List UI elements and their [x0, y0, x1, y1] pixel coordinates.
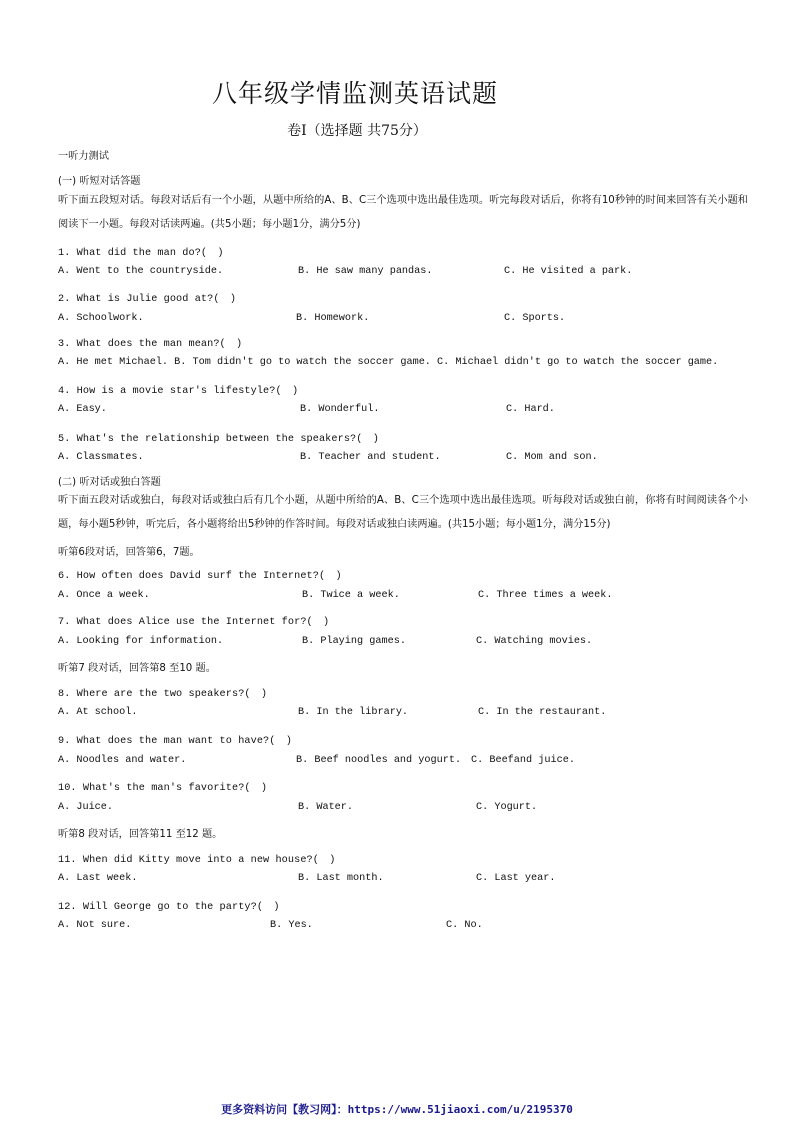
- options-3: [58, 357, 758, 371]
- option-c: C. Three times a week.: [478, 590, 613, 601]
- option-b: B. Homework.: [296, 313, 370, 324]
- question-4: 4. How is a movie star's lifestyle?( ): [58, 386, 299, 397]
- part1-instructions: 听下面五段短对话。每段对话后有一个小题，从题中所给的A、B、C三个选项中选出最佳选项。听完每段对话后，你将有10秒钟的时间来回答有关小题和阅读下一小题。每段对话读两遍。(共5小题；每小题1分，满分5分): [58, 195, 748, 230]
- option-c: C. Mom and son.: [506, 452, 598, 463]
- footer-link[interactable]: 更多资料访问【教习网】：https://www.51jiaoxi.com/u/2195370: [221, 1103, 573, 1116]
- option-b: B. Playing games.: [302, 636, 406, 647]
- option-c: C. Watching movies.: [476, 636, 593, 647]
- question-12: 12. Will George go to the party?( ): [58, 902, 280, 913]
- option-c: C. Hard.: [506, 404, 555, 415]
- option-c: C. No.: [446, 920, 483, 931]
- option-c: C. He visited a park.: [504, 266, 633, 277]
- option-b: B. In the library.: [298, 707, 409, 718]
- options-10: [58, 802, 758, 816]
- option-a: A. Went to the countryside.: [58, 266, 224, 277]
- option-a: A. Classmates.: [58, 452, 144, 463]
- exam-title: 八年级学情监测英语试题: [211, 79, 498, 108]
- question-6: 6. How often does David surf the Internet?( ): [58, 571, 342, 582]
- options-6: [58, 590, 758, 604]
- option-a: A. Juice.: [58, 802, 114, 813]
- option-b: B. He saw many pandas.: [298, 266, 433, 277]
- paper-subtitle: 卷Ⅰ（选择题 共75分）: [287, 123, 427, 139]
- part2-instructions: 听下面五段对话或独白，每段对话或独白后有几个小题，从题中所给的A、B、C三个选项中选出最佳选项。听每段对话或独白前，你将有时间阅读各个小题，每小题5秒钟，听完后，各小题将给出5秒钟的作答时间。每段对话或独白读两遍。(共15小题；每小题1分，满分15分): [58, 495, 748, 530]
- options-9: [58, 755, 758, 769]
- option-b: B. Wonderful.: [300, 404, 380, 415]
- option-c: C. In the restaurant.: [478, 707, 607, 718]
- question-11: 11. When did Kitty move into a new house?( ): [58, 855, 336, 866]
- question-5: 5. What's the relationship between the speakers?( ): [58, 434, 379, 445]
- section-heading: 一听力测试: [58, 151, 109, 162]
- option-a: A. Once a week.: [58, 590, 150, 601]
- option-a: A. Schoolwork.: [58, 313, 144, 324]
- options-11: [58, 873, 758, 887]
- listening-note-6: 听第6段对话，回答第6，7题。: [58, 547, 200, 558]
- option-a: A. Looking for information.: [58, 636, 224, 647]
- option-c: C. Sports.: [504, 313, 566, 324]
- question-10: 10. What's the man's favorite?( ): [58, 783, 268, 794]
- option-b: B. Water.: [298, 802, 354, 813]
- option-a: A. Easy.: [58, 404, 107, 415]
- option-a: A. He met Michael. B. Tom didn't go to watch the soccer game. C. Michael didn't go to watch the soccer game.: [58, 357, 719, 368]
- question-9: 9. What does the man want to have?( ): [58, 736, 292, 747]
- question-3: 3. What does the man mean?( ): [58, 339, 243, 350]
- question-8: 8. Where are the two speakers?( ): [58, 689, 268, 700]
- options-12: [58, 920, 758, 934]
- options-5: [58, 452, 758, 466]
- options-1: [58, 266, 758, 280]
- option-a: A. Noodles and water.: [58, 755, 187, 766]
- question-7: 7. What does Alice use the Internet for?( ): [58, 617, 330, 628]
- option-c: C. Beefand juice.: [471, 755, 575, 766]
- option-b: B. Twice a week.: [302, 590, 400, 601]
- listening-note-8: 听第8 段对话，回答第11 至12 题。: [58, 829, 223, 840]
- option-b: B. Beef noodles and yogurt.: [296, 755, 462, 766]
- options-7: [58, 636, 758, 650]
- part1-heading: (一) 听短对话答题: [58, 176, 141, 187]
- options-2: [58, 313, 758, 327]
- option-c: C. Last year.: [476, 873, 556, 884]
- option-b: B. Teacher and student.: [300, 452, 441, 463]
- option-a: A. Not sure.: [58, 920, 132, 931]
- option-a: A. Last week.: [58, 873, 138, 884]
- part2-heading: (二) 听对话或独白答题: [58, 477, 161, 488]
- options-4: [58, 404, 758, 418]
- question-1: 1. What did the man do?( ): [58, 248, 224, 259]
- option-b: B. Yes.: [270, 920, 313, 931]
- listening-note-7: 听第7 段对话，回答第8 至10 题。: [58, 663, 216, 674]
- options-8: [58, 707, 758, 721]
- option-a: A. At school.: [58, 707, 138, 718]
- option-b: B. Last month.: [298, 873, 384, 884]
- question-2: 2. What is Julie good at?( ): [58, 294, 237, 305]
- option-c: C. Yogurt.: [476, 802, 538, 813]
